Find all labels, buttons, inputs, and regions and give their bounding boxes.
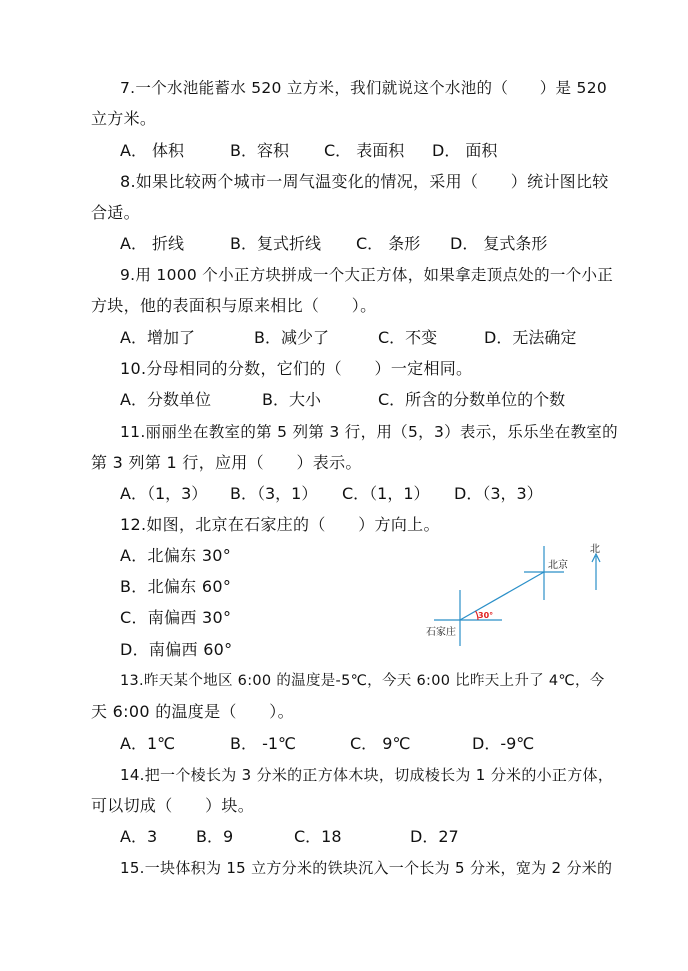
q9-option-d[interactable]: D．无法确定	[484, 328, 577, 347]
q8-option-b[interactable]: B．复式折线	[230, 234, 321, 253]
q7-option-a[interactable]: A． 体积	[120, 141, 185, 160]
q8-text-line2: 合适。	[91, 203, 140, 222]
q12-option-c[interactable]: C．南偏西 30°	[120, 608, 232, 627]
q14-text-line2: 可以切成（ ）块。	[91, 796, 255, 815]
q10-text-line1: 10.分母相同的分数，它们的（ ）一定相同。	[120, 359, 473, 378]
q7-option-d[interactable]: D． 面积	[432, 141, 498, 160]
q13-option-a[interactable]: A．1℃	[120, 734, 176, 753]
q9-option-a[interactable]: A．增加了	[120, 328, 195, 347]
q11-option-b[interactable]: B．（3，1）	[230, 484, 318, 503]
q7-option-b[interactable]: B．容积	[230, 141, 289, 160]
q7-option-c[interactable]: C． 表面积	[324, 141, 405, 160]
q9-option-c[interactable]: C．不变	[378, 328, 438, 347]
q7-text-line2: 立方米。	[91, 109, 157, 128]
q13-option-c[interactable]: C． 9℃	[350, 734, 411, 753]
q10-option-a[interactable]: A．分数单位	[120, 390, 211, 409]
q15-text-line1: 15.一块体积为 15 立方分米的铁块沉入一个长为 5 分米，宽为 2 分米的	[120, 859, 613, 877]
q13-option-b[interactable]: B． -1℃	[230, 734, 296, 753]
q13-option-d[interactable]: D．-9℃	[472, 734, 535, 753]
angle-label: 30°	[478, 611, 494, 620]
q13-text-line1: 13.昨天某个地区 6:00 的温度是-5℃，今天 6:00 比昨天上升了 4℃，今	[120, 673, 605, 689]
q12-option-d[interactable]: D．南偏西 60°	[120, 640, 233, 659]
q11-option-c[interactable]: C．（1，1）	[342, 484, 430, 503]
q9-text-line2: 方块，他的表面积与原来相比（ ）。	[91, 296, 377, 315]
q7-text-line1: 7.一个水池能蓄水 520 立方米，我们就说这个水池的（ ）是 520	[120, 79, 608, 97]
q9-text-line1: 9.用 1000 个小正方块拼成一个大正方体，如果拿走顶点处的一个小正	[120, 266, 614, 284]
direction-line	[460, 572, 544, 620]
q13-text-line2: 天 6:00 的温度是（ ）。	[91, 702, 294, 721]
q14-option-a[interactable]: A．3	[120, 827, 158, 846]
q8-option-a[interactable]: A． 折线	[120, 234, 185, 253]
q14-option-c[interactable]: C．18	[294, 827, 342, 846]
q11-option-a[interactable]: A．（1，3）	[120, 484, 208, 503]
q8-option-c[interactable]: C． 条形	[356, 234, 421, 253]
q11-text-line1: 11.丽丽坐在教室的第 5 列第 3 行，用（5，3）表示，乐乐坐在教室的	[120, 423, 618, 441]
shijiazhuang-label: 石家庄	[426, 627, 456, 638]
q10-option-b[interactable]: B．大小	[262, 390, 321, 409]
beijing-label: 北京	[548, 560, 568, 571]
q10-option-c[interactable]: C．所含的分数单位的个数	[378, 390, 566, 409]
q12-option-a[interactable]: A．北偏东 30°	[120, 546, 232, 565]
q8-text-line1: 8.如果比较两个城市一周气温变化的情况，采用（ ）统计图比较	[120, 172, 609, 191]
q11-option-d[interactable]: D．（3，3）	[454, 484, 543, 503]
north-arrow-label: 北	[590, 544, 600, 555]
q9-option-b[interactable]: B．减少了	[254, 328, 329, 347]
q14-option-d[interactable]: D．27	[410, 827, 459, 846]
q8-option-d[interactable]: D． 复式条形	[450, 234, 548, 253]
q14-option-b[interactable]: B．9	[196, 827, 234, 846]
direction-diagram	[420, 538, 620, 648]
q12-option-b[interactable]: B．北偏东 60°	[120, 577, 232, 596]
q11-text-line2: 第 3 列第 1 行，应用（ ）表示。	[91, 453, 362, 472]
q14-text-line1: 14.把一个棱长为 3 分米的正方体木块，切成棱长为 1 分米的小正方体，	[120, 766, 614, 784]
q12-text-line1: 12.如图，北京在石家庄的（ ）方向上。	[120, 515, 440, 534]
